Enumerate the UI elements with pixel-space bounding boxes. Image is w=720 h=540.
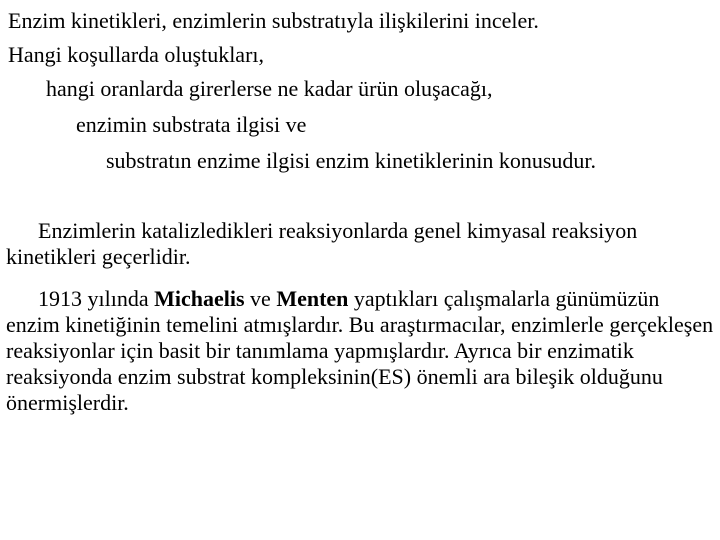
paragraph-kinetics xyxy=(6,218,714,270)
name-menten: Menten xyxy=(276,286,349,311)
paragraph-kinetics-text: Enzimlerin katalizledikleri reaksiyonlarda genel kimyasal reaksiyon kinetikleri geçerlidir. xyxy=(6,218,638,269)
text-span: ve xyxy=(244,286,277,311)
intro-line-1: Enzim kinetikleri, enzimlerin substratıyla ilişkilerini inceler. xyxy=(8,8,539,33)
intro-line-5: substratın enzime ilgisi enzim kinetiklerinin konusudur. xyxy=(106,148,597,173)
name-michaelis: Michaelis xyxy=(154,286,245,311)
intro-line-2: Hangi koşullarda oluştukları, xyxy=(8,42,265,67)
text-span: 1913 yılında xyxy=(38,286,155,311)
intro-line-4: enzimin substrata ilgisi ve xyxy=(76,112,307,137)
text-span: yaptıkları çalışmalarla günümüzün enzim kinetiğinin temelini atmışlardır. Bu araştırmacılar, enzimlerle gerçekleşen reaksiyonlar için basit bir tanımlama yapmışlardır. Ayrıca bir enzimatik reaksiyonda enzim substrat kompleksinin(ES) önemli ara bileşik olduğunu önermişlerdir. xyxy=(6,286,714,415)
paragraph-michaelis-menten xyxy=(6,286,714,416)
intro-line-3: hangi oranlarda girerlerse ne kadar ürün oluşacağı, xyxy=(46,76,493,101)
paragraph-michaelis-menten-text xyxy=(6,286,714,416)
